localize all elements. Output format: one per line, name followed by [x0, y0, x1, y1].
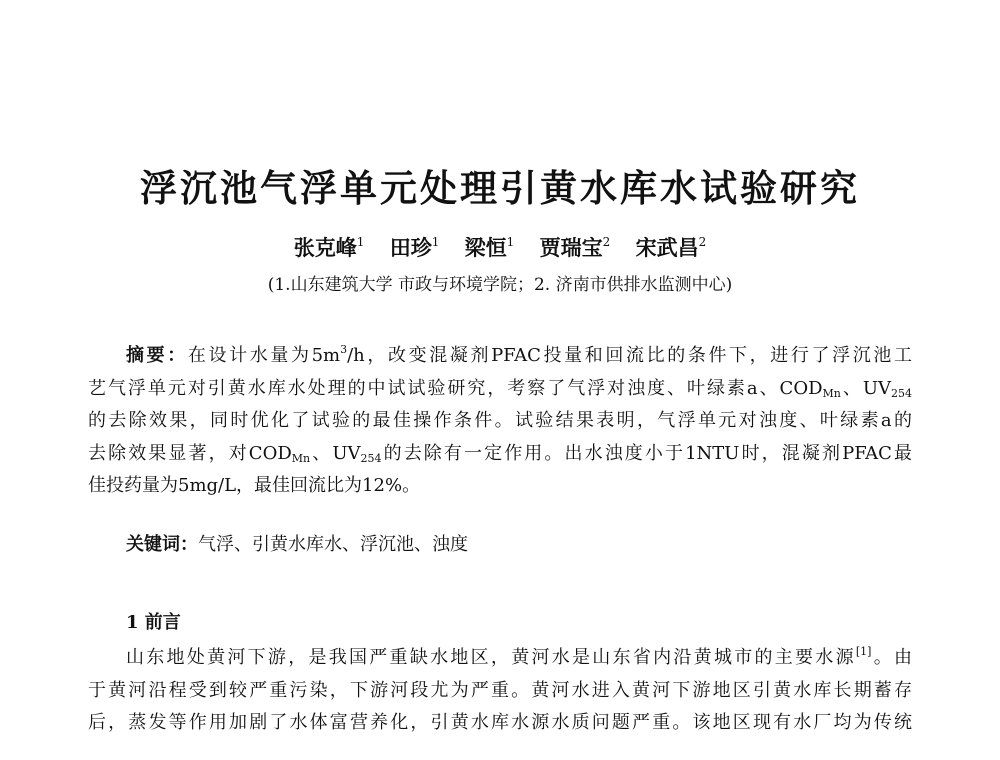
abstract-text: 艺气浮单元对引黄水库水处理的中试试验研究，考察了气浮对浊度、叶绿素a、COD	[88, 377, 823, 399]
author-affiliation-mark: 2	[602, 235, 611, 249]
paper-title: 浮沉池气浮单元处理引黄水库水试验研究	[140, 166, 860, 210]
abstract-label: 摘要：	[126, 345, 188, 366]
keywords	[126, 530, 468, 556]
affiliations: (1.山东建筑大学 市政与环境学院；2. 济南市供排水监测中心)	[267, 275, 733, 295]
author-name: 贾瑞宝	[539, 235, 603, 260]
abstract-line	[88, 373, 912, 406]
abstract-text: 在设计水量为5m	[187, 345, 341, 366]
author-name: 梁恒	[464, 235, 507, 260]
body-line: 于黄河沿程受到较严重污染，下游河段尤为严重。黄河水进入黄河下游地区引黄水库长期蓄存	[88, 679, 912, 701]
author-affiliation-mark: 2	[698, 235, 707, 249]
author-affiliation-mark: 1	[506, 235, 515, 249]
keywords-text: 气浮、引黄水库水、浮沉池、浊度	[198, 534, 468, 555]
author-name: 宋武昌	[635, 235, 699, 260]
abstract-text: /h，改变混凝剂PFAC投量和回流比的条件下，进行了浮沉池工	[347, 345, 912, 366]
superscript: 3	[340, 343, 348, 356]
author	[540, 235, 611, 260]
section-body	[88, 642, 912, 740]
author	[465, 235, 515, 260]
body-text: 山东地处黄河下游，是我国严重缺水地区，黄河水是山东省内沿黄城市的主要水源	[126, 647, 856, 668]
subscript: 254	[360, 451, 382, 465]
abstract-text: 去除效果显著，对COD	[88, 442, 292, 464]
abstract	[88, 340, 912, 503]
body-line	[88, 642, 912, 675]
author	[636, 235, 707, 260]
section-heading: 1 前言	[126, 612, 181, 633]
abstract-line	[88, 340, 912, 373]
author	[390, 235, 440, 260]
abstract-text: 、UV	[310, 442, 361, 464]
author-name: 田珍	[389, 235, 432, 260]
abstract-text: 、UV	[840, 377, 891, 399]
subscript: Mn	[291, 451, 311, 465]
keywords-label: 关键词：	[126, 534, 198, 555]
body-line: 后，蒸发等作用加剧了水体富营养化，引黄水库水源水质问题严重。该地区现有水厂均为传统	[88, 712, 912, 733]
abstract-line: 佳投药量为5mg/L，最佳回流比为12%。	[88, 475, 421, 496]
citation-mark: [1]	[855, 645, 872, 658]
abstract-line	[88, 438, 912, 471]
author	[294, 235, 365, 260]
author-list	[0, 232, 1000, 262]
author-affiliation-mark: 1	[431, 235, 440, 249]
subscript: 254	[891, 386, 912, 400]
author-affiliation-mark: 1	[356, 235, 365, 249]
body-text: 。由	[871, 647, 913, 668]
subscript: Mn	[822, 386, 841, 400]
abstract-text: 的去除有一定作用。出水浊度小于1NTU时，混凝剂PFAC最	[381, 442, 912, 464]
author-name: 张克峰	[293, 235, 357, 260]
abstract-line: 的去除效果，同时优化了试验的最佳操作条件。试验结果表明，气浮单元对浊度、叶绿素a的	[88, 410, 912, 431]
